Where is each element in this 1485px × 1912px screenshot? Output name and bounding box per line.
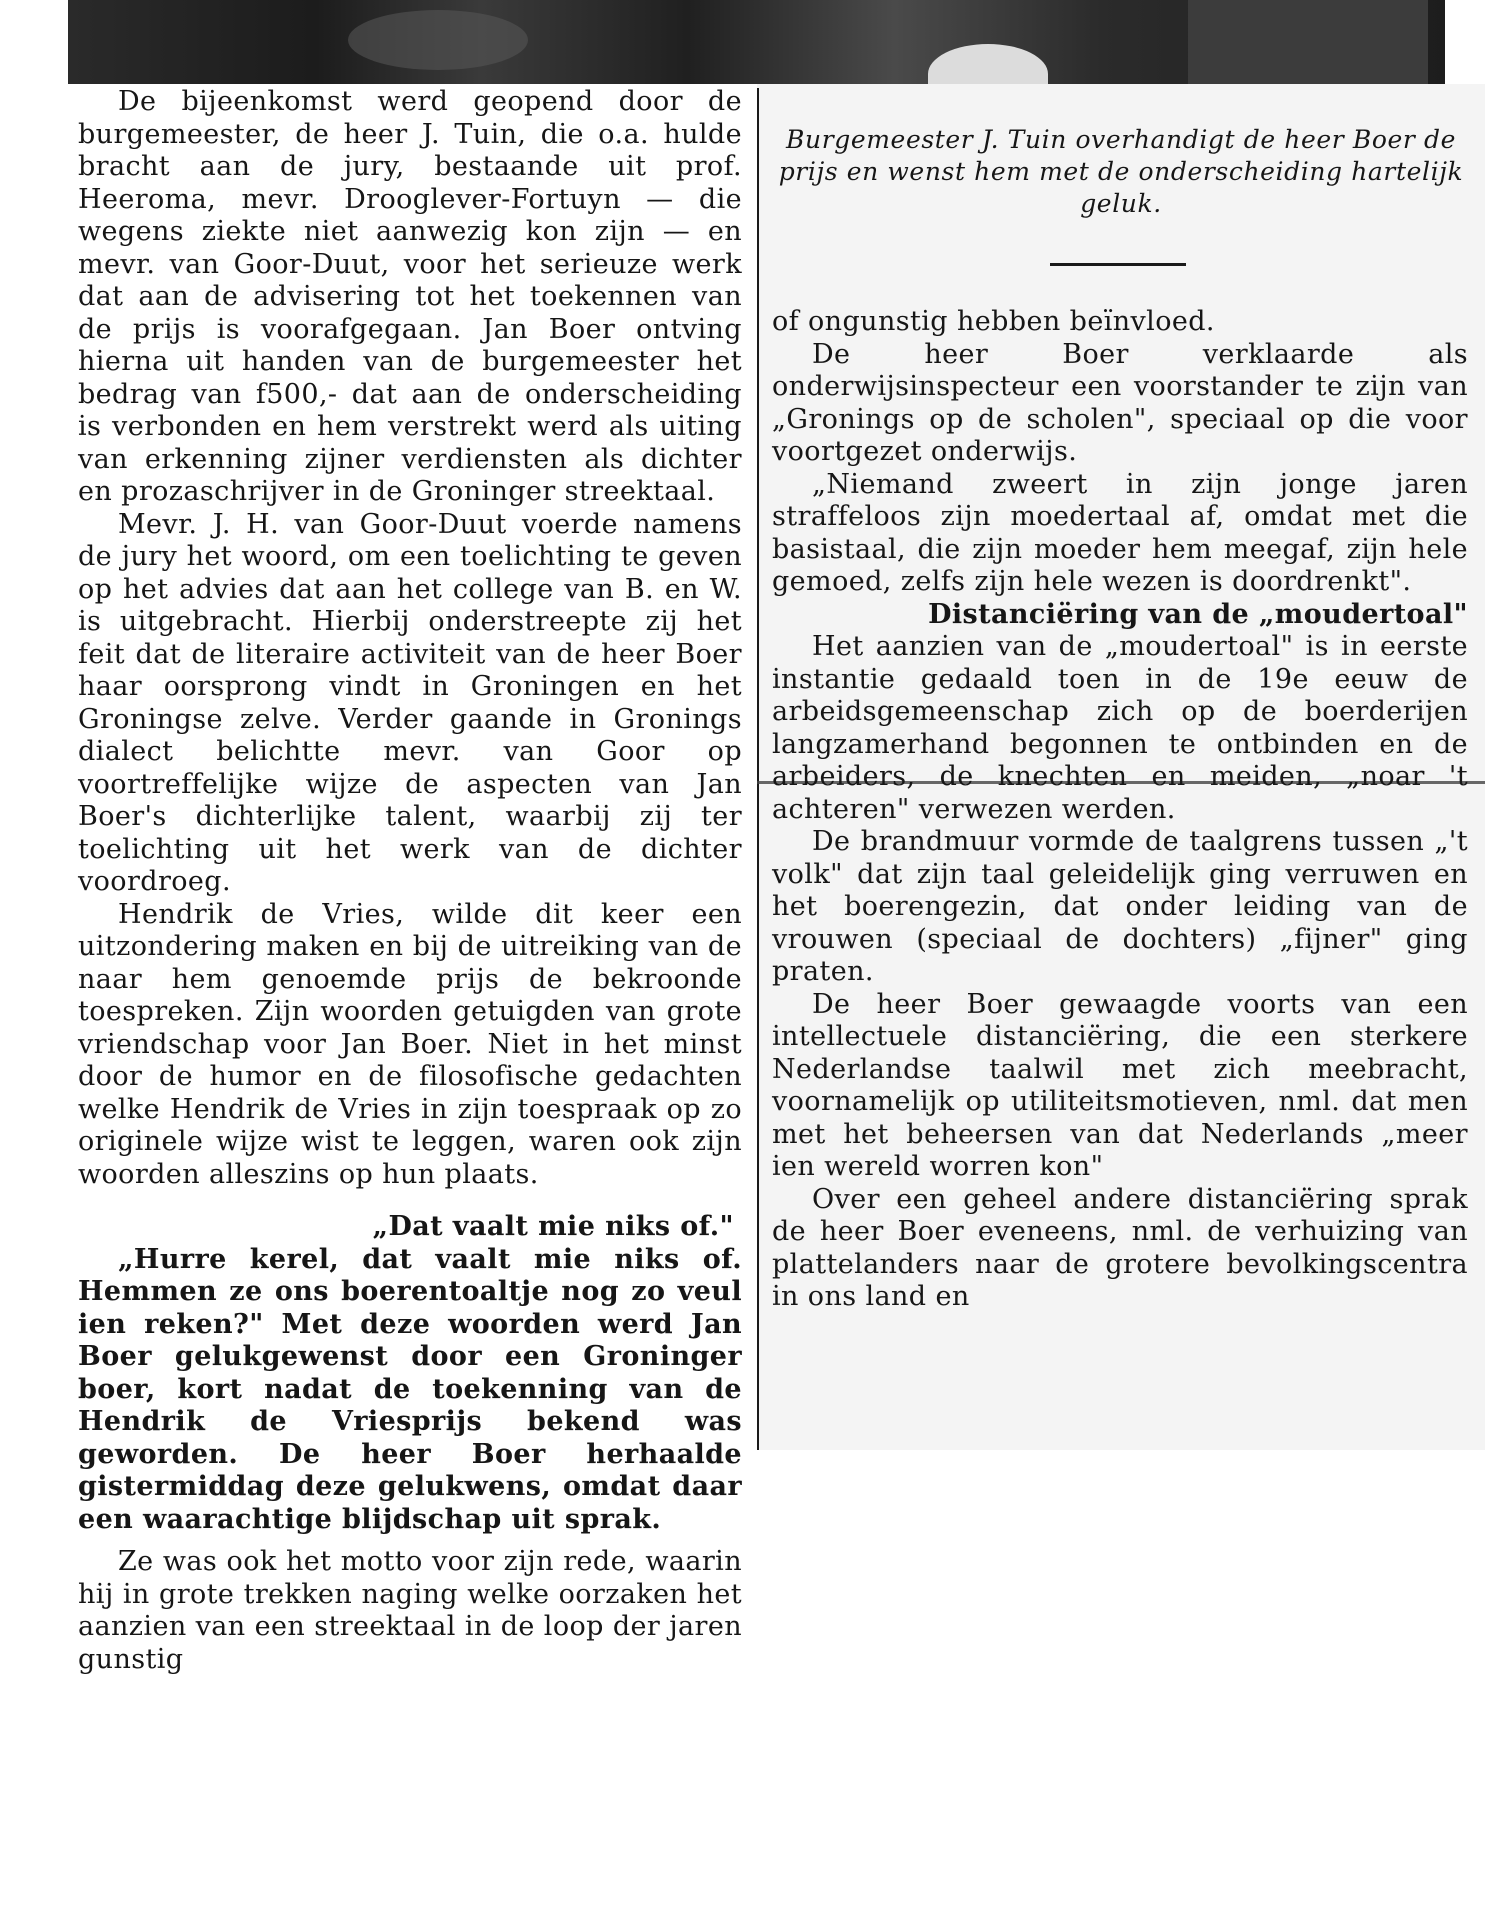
caption-rule: [1050, 263, 1186, 266]
paragraph: Mevr. J. H. van Goor-Duut voerde namens de jury het woord, om een toelichting te geven op het advies dat aan het college van B. en W. is uitgebracht. Hierbij onderstreepte zij het feit dat de literaire activiteit van de heer Boer haar oorsprong vindt in Groningen en het Groningse zelve. Verder gaande in Gronings dialect belichtte mevr. van Goor op voortreffelijke wijze de aspecten van Jan Boer's dichterlijke talent, waarbij zij ter toelichting uit het werk van de dichter voordroeg.: [78, 508, 742, 897]
subheading: „Dat vaalt mie niks of.": [372, 1211, 734, 1242]
paragraph: De heer Boer gewaagde voorts van een intellectuele distanciëring, die een sterkere Nederlandse taalwil met zich meebracht, voornamelijk op utiliteitsmotieven, nml. dat men met het beheersen van dat Nederlands „meer ien wereld worren kon": [772, 988, 1468, 1182]
paragraph: Hendrik de Vries, wilde dit keer een uitzondering maken en bij de uitreiking van de naar hem genoemde prijs de bekroonde toespreken. Zijn woorden getuigden van grote vriendschap voor Jan Boer. Niet in het minst door de humor en de filosofische gedachten welke Hendrik de Vries in zijn toespraak op zo originele wijze wist te leggen, waren ook zijn woorden alleszins op hun plaats.: [78, 898, 742, 1190]
left-column: [78, 86, 742, 1676]
spacer: [78, 1191, 742, 1211]
paragraph: „Niemand zweert in zijn jonge jaren straffeloos zijn moedertaal af, omdat met die basistaal, die zijn moeder hem meegaf, zijn hele gemoed, zelfs zijn hele wezen is doordrenkt".: [772, 468, 1468, 597]
photo-detail: [928, 44, 1048, 84]
subheading: Distanciëring van de „moudertoal": [928, 598, 1468, 630]
paragraph: of ongunstig hebben beïnvloed.: [772, 306, 1215, 337]
column-divider: [757, 88, 759, 1450]
bold-block: [78, 1244, 742, 1537]
photo-detail: [1188, 0, 1428, 84]
paragraph: De heer Boer verklaarde als onderwijsinspecteur een voorstander te zijn van „Gronings op de scholen", speciaal op die voor voortgezet onderwijs.: [772, 338, 1468, 467]
paragraph: Het aanzien van de „moudertoal" is in eerste instantie gedaald toen in de 19e eeuw de arbeidsgemeenschap zich op de boerderijen langzamerhand begonnen te ontbinden en de arbeiders, de knechten en meiden, „noar 't achteren" verwezen werden.: [772, 631, 1468, 825]
bold-paragraph: „Hurre kerel, dat vaalt mie niks of. Hemmen ze ons boerentoaltje nog zo veul ien reken?" Met deze woorden werd Jan Boer gelukgewenst door een Groninger boer, kort nadat de toekenning van de Hendrik de Vriesprijs bekend was geworden. De heer Boer herhaalde gistermiddag deze gelukwens, omdat daar een waarachtige blijdschap uit sprak.: [78, 1243, 742, 1535]
photo-strip: [68, 0, 1445, 84]
spacer: [78, 1536, 742, 1546]
paragraph: De brandmuur vormde de taalgrens tussen „'t volk" dat zijn taal geleidelijk ging verruwen en het boerengezin, dat onder leiding van de vrouwen (speciaal de dochters) „fijner" ging praten.: [772, 826, 1468, 987]
photo-caption: Burgemeester J. Tuin overhandigt de heer Boer de prijs en wenst hem met de onderscheiding hartelijk geluk.: [778, 125, 1464, 218]
photo-detail: [348, 10, 528, 70]
paragraph: Ze was ook het motto voor zijn rede, waarin hij in grote trekken naging welke oorzaken het aanzien van een streektaal in de loop der jaren gunstig: [78, 1546, 742, 1675]
paragraph: De bijeenkomst werd geopend door de burgemeester, de heer J. Tuin, die o.a. hulde bracht aan de jury, bestaande uit prof. Heeroma, mevr. Drooglever-Fortuyn — die wegens ziekte niet aanwezig kon zijn — en mevr. van Goor-Duut, voor het serieuze werk dat aan de advisering tot het toekennen van de prijs is voorafgegaan. Jan Boer ontving hierna uit handen van de burgemeester het bedrag van f500,- dat aan de onderscheiding is verbonden en hem verstrekt werd als uiting van erkenning zijner verdiensten als dichter en prozaschrijver in de Groninger streektaal.: [78, 86, 742, 507]
paragraph: Over een geheel andere distanciëring sprak de heer Boer eveneens, nml. de verhuizing van plattelanders naar de grotere bevolkingscentra in ons land en: [772, 1183, 1468, 1312]
right-column: [772, 306, 1468, 1314]
